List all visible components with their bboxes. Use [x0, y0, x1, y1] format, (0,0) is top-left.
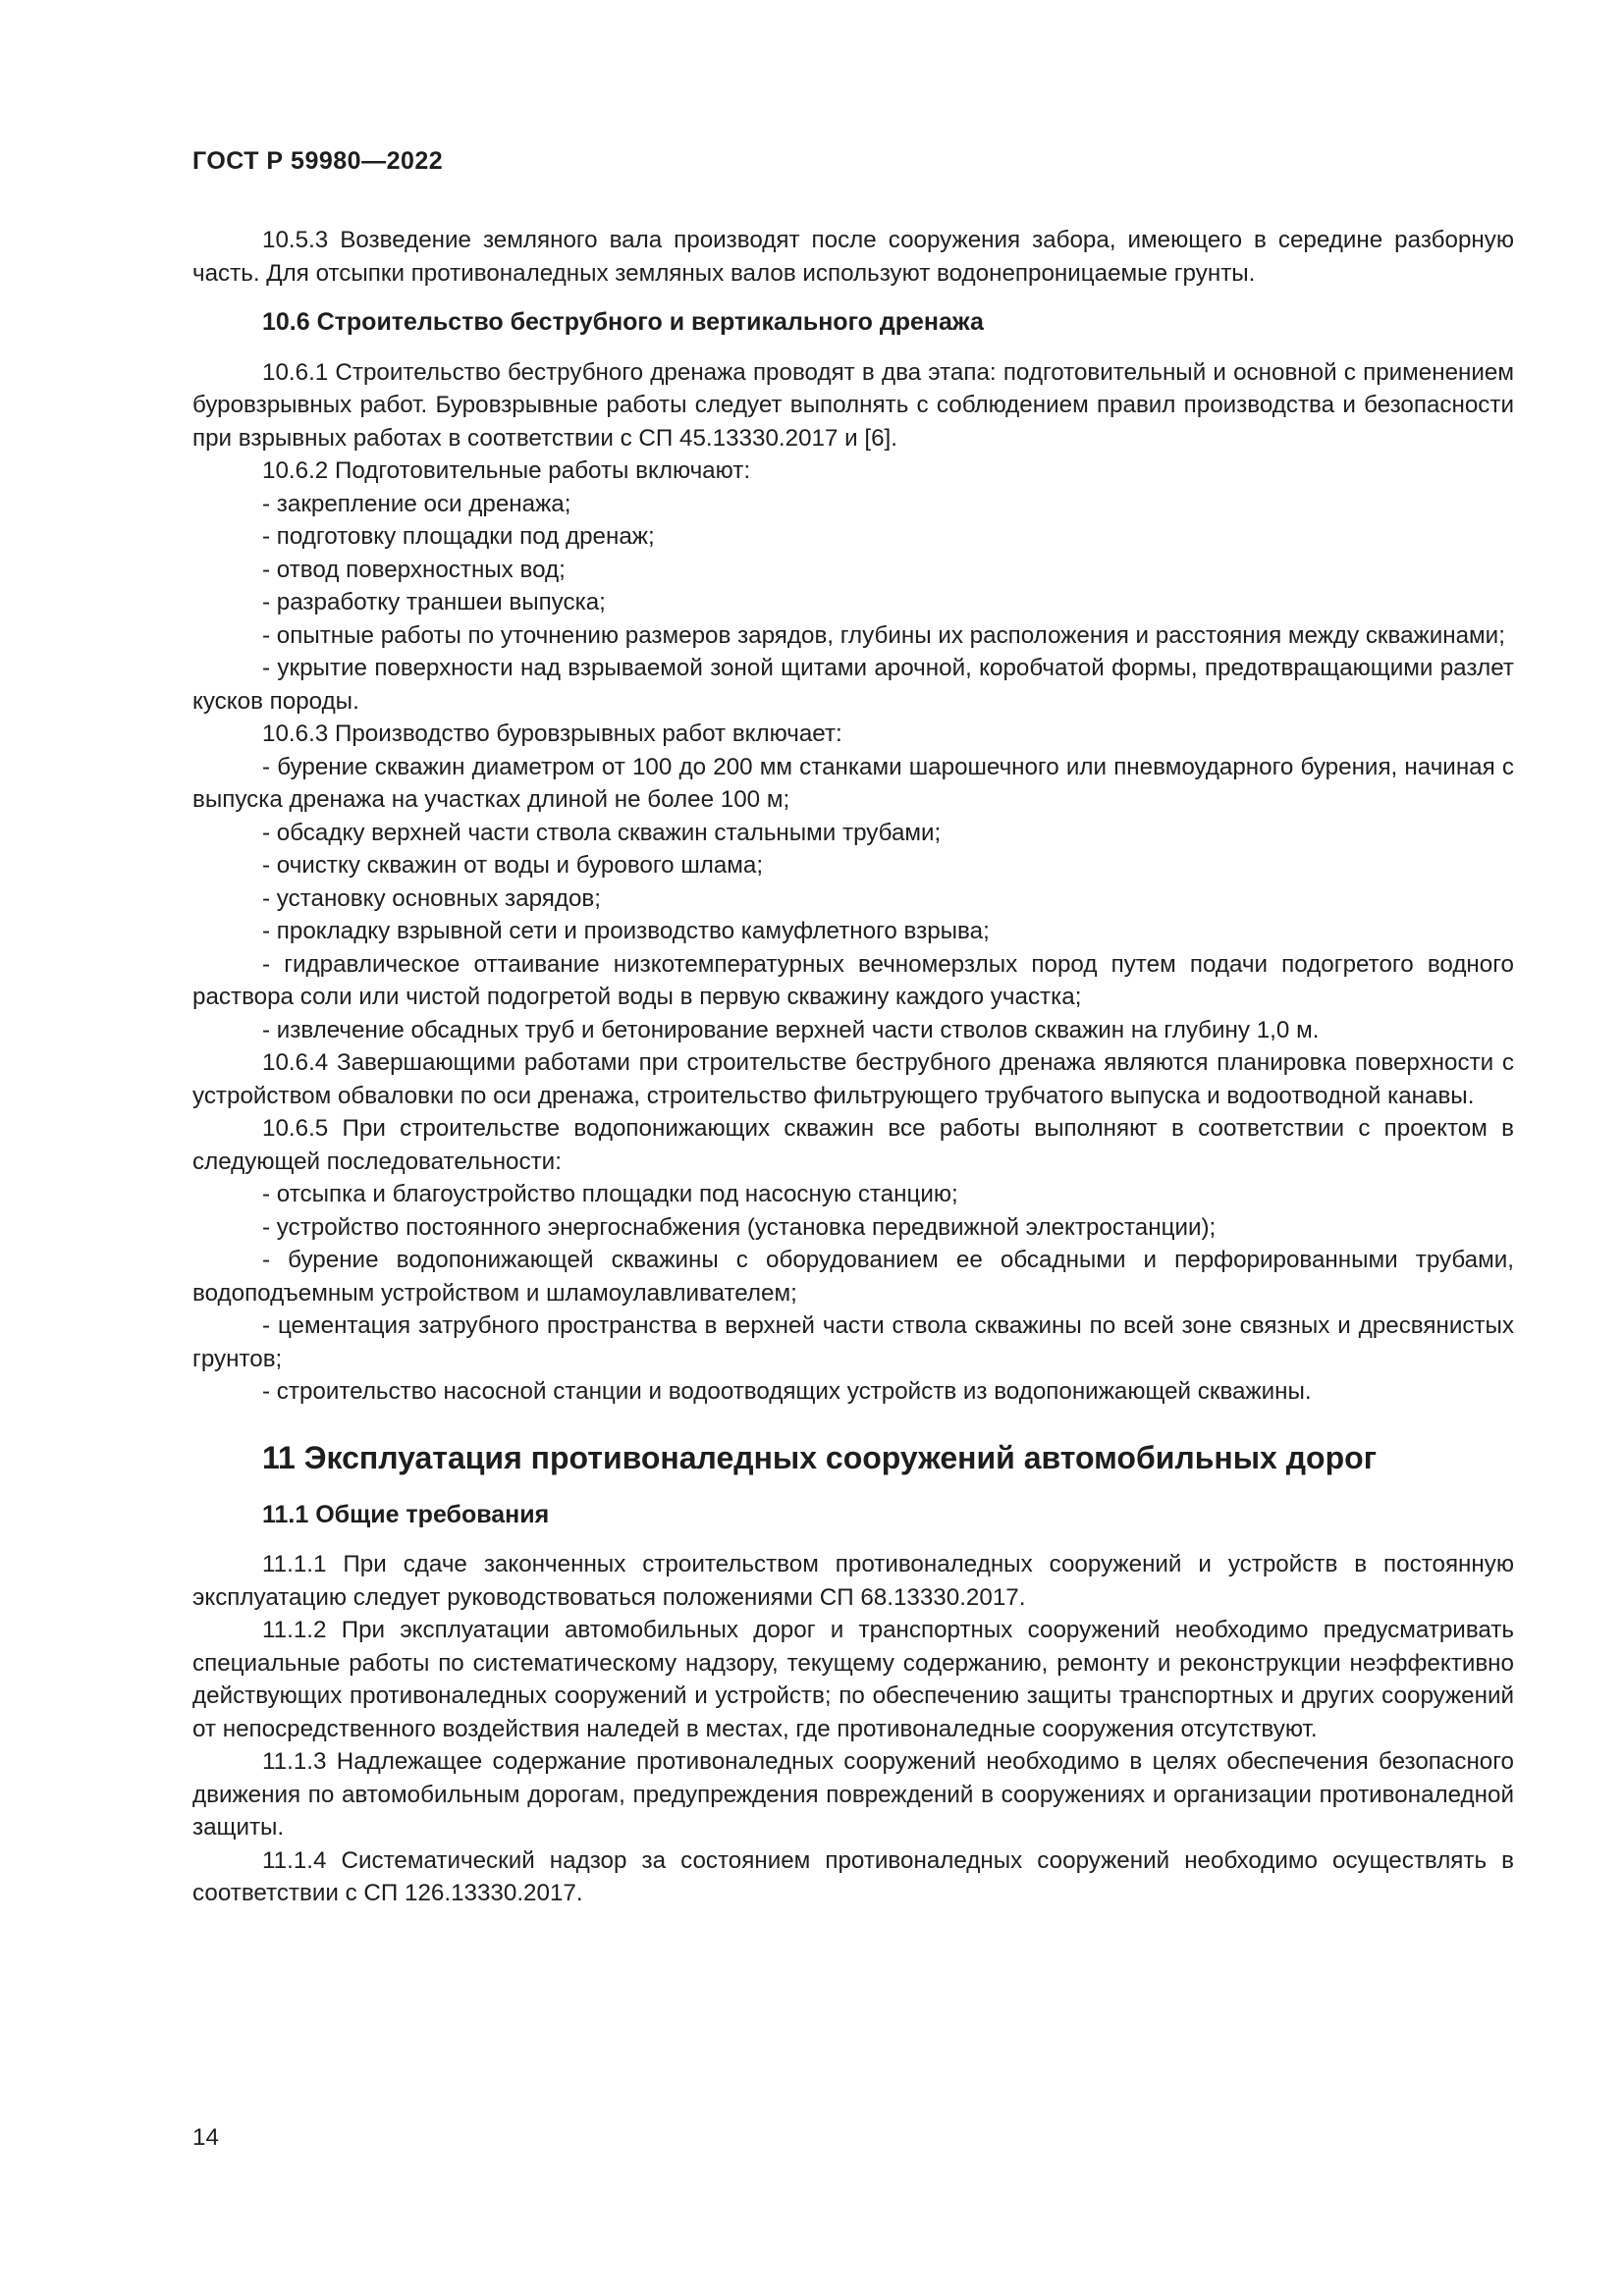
heading-11: 11 Эксплуатация противоналедных сооружений автомобильных дорог	[262, 1439, 1378, 1475]
list-item: - закрепление оси дренажа;	[262, 490, 571, 517]
document-header: ГОСТ Р 59980—2022	[192, 147, 444, 175]
page-number: 14	[192, 2124, 219, 2151]
paragraph-11-1-1: 11.1.1 При сдаче законченных строительством противоналедных сооружений и устройств в постоянную эксплуатацию следует руководствоваться положениями СП 68.13330.2017.	[192, 1551, 1514, 1611]
paragraph-11-1-2: 11.1.2 При эксплуатации автомобильных дорог и транспортных сооружений необходимо предусматривать специальные работы по систематическому надзору, текущему содержанию, ремонту и реконструкции неэффективно действующих противоналедных сооружений и устройств; по обеспечению защиты транспортных и других сооружений от непосредственного воздействия наледей в местах, где противоналедные сооружения отсутствуют.	[192, 1617, 1514, 1742]
paragraph-10-5-3: 10.5.3 Возведение земляного вала производят после сооружения забора, имеющего в середине разборную часть. Для отсыпки противоналедных земляных валов используют водонепроницаемые грунты.	[192, 227, 1514, 287]
list-item: - очистку скважин от воды и бурового шлама;	[262, 852, 764, 879]
paragraph-11-1-4: 11.1.4 Систематический надзор за состоянием противоналедных сооружений необходимо осуществлять в соответствии с СП 126.13330.2017.	[192, 1846, 1514, 1906]
list-item: - бурение скважин диаметром от 100 до 200 мм станками шарошечного или пневмоударного бурения, начиная с выпуска дренажа на участках длиной не более 100 м;	[192, 753, 1514, 813]
paragraph-10-6-2: 10.6.2 Подготовительные работы включают:	[262, 457, 751, 484]
paragraph-10-6-4: 10.6.4 Завершающими работами при строительстве беструбного дренажа являются планировка поверхности с устройством обваловки по оси дренажа, строительство фильтрующего трубчатого выпуска и водоотводной канавы.	[192, 1049, 1514, 1109]
heading-10-6: 10.6 Строительство беструбного и вертикального дренажа	[262, 308, 984, 336]
paragraph-10-6-3: 10.6.3 Производство буровзрывных работ включает:	[262, 721, 842, 747]
list-item: - гидравлическое оттаивание низкотемпературных вечномерзлых пород путем подачи подогретого водного раствора соли или чистой подогретой воды в первую скважину каждого участка;	[192, 950, 1514, 1010]
list-item: - цементация затрубного пространства в верхней части ствола скважины по всей зоне связных и дресвянистых грунтов;	[192, 1312, 1514, 1372]
list-item: - обсадку верхней части ствола скважин стальными трубами;	[262, 819, 942, 846]
list-item: - отвод поверхностных вод;	[262, 556, 566, 583]
document-body	[192, 224, 1514, 1910]
list-item: - разработку траншеи выпуска;	[262, 589, 606, 615]
list-item: - укрытие поверхности над взрываемой зоной щитами арочной, коробчатой формы, предотвращающими разлет кусков породы.	[192, 655, 1514, 715]
list-item: - прокладку взрывной сети и производство камуфлетного взрыва;	[262, 918, 990, 944]
list-item: - бурение водопонижающей скважины с оборудованием ее обсадными и перфорированными трубами, водоподъемным устройством и шламоулавливателем;	[192, 1247, 1514, 1307]
list-item: - подготовку площадки под дренаж;	[262, 523, 655, 550]
list-item: - устройство постоянного энергоснабжения (установка передвижной электростанции);	[262, 1213, 1217, 1241]
paragraph-10-6-5: 10.6.5 При строительстве водопонижающих скважин все работы выполняют в соответствии с проектом в следующей последовательности:	[192, 1115, 1514, 1175]
list-item: - опытные работы по уточнению размеров зарядов, глубины их расположения и расстояния между скважинами;	[262, 621, 1505, 649]
heading-11-1: 11.1 Общие требования	[262, 1500, 550, 1528]
list-item: - отсыпка и благоустройство площадки под насосную станцию;	[262, 1181, 958, 1207]
list-item: - установку основных зарядов;	[262, 884, 601, 912]
paragraph-11-1-3: 11.1.3 Надлежащее содержание противоналедных сооружений необходимо в целях обеспечения безопасного движения по автомобильным дорогам, предупреждения повреждений в сооружениях и организации противоналедной защиты.	[192, 1748, 1514, 1841]
paragraph-10-6-1: 10.6.1 Строительство беструбного дренажа проводят в два этапа: подготовительный и основной с применением буровзрывных работ. Буровзрывные работы следует выполнять с соблюдением правил производства и безопасности при взрывных работах в соответствии с СП 45.13330.2017 и [6].	[192, 358, 1514, 452]
list-item: - строительство насосной станции и водоотводящих устройств из водопонижающей скважины.	[262, 1378, 1312, 1405]
list-item: - извлечение обсадных труб и бетонирование верхней части стволов скважин на глубину 1,0 м.	[262, 1016, 1320, 1043]
